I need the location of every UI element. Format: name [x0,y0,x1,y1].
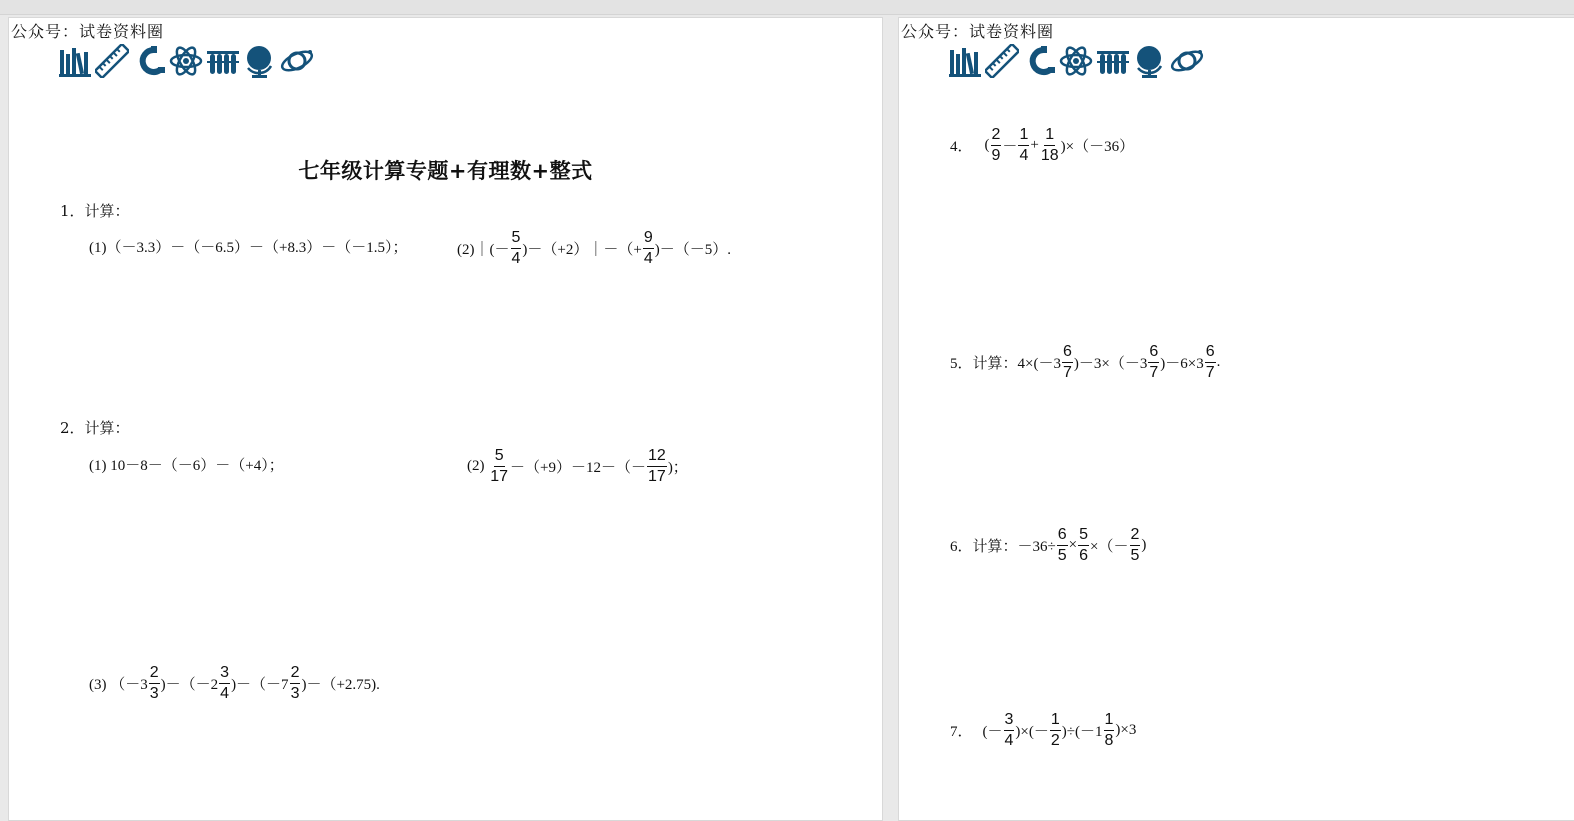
page-header: 公众号：试卷资料圈 [11,22,165,41]
fraction: $\frac{9}{4}$ [643,229,653,267]
fraction: $\frac{6}{5}$ [1057,526,1067,564]
question-2-part-1: (1) 10－8－（－6）－（+4）； [89,458,284,474]
window-top-bar [0,0,1574,15]
test-tubes-icon [1096,44,1130,78]
fraction: $\frac{2}{5}$ [1130,526,1140,564]
globe-icon [1133,44,1167,78]
atom-icon [169,44,203,78]
question-2-part-3: (3) （－3 $\frac{2}{3}$ )－（－2 $\frac{3}{4}$ )－（－7 $\frac{2}{3}$ )－（+2.75). [89,664,380,702]
fraction: $\frac{5}{4}$ [511,229,521,267]
fraction: $\frac{6}{7}$ [1062,343,1072,381]
fraction: $\frac{2}{3}$ [290,664,300,702]
question-2-part-2: (2) $\frac{5}{17}$ －（+9）－12－（－ $\frac{12}{17}$ )； [467,447,688,485]
fraction: $\frac{1}{18}$ [1040,126,1059,164]
fraction: $\frac{6}{7}$ [1149,343,1159,381]
ruler-icon [95,44,129,78]
fraction: $\frac{2}{9}$ [991,126,1001,164]
ruler-icon [985,44,1019,78]
question-1-part-1: (1)（－3.3）－（－6.5）－（+8.3）－（－1.5）； [89,240,408,256]
question-7: 7． (－ $\frac{3}{4}$ )×(－ $\frac{1}{2}$ )÷(－1 $\frac{1}{8}$ )×3 [950,711,1137,749]
fraction: $\frac{1}{2}$ [1050,711,1060,749]
document-title: 七年级计算专题+有理数+整式 [298,159,593,183]
question-1-part-2: (2)｜(－ $\frac{5}{4}$ )－（+2）｜－（+ $\frac{9}{4}$ )－（－5）. [457,229,731,267]
fraction: $\frac{6}{7}$ [1205,343,1215,381]
question-4: 4． ( $\frac{2}{9}$ － $\frac{1}{4}$ + $\frac{1}{18}$ )×（－36） [950,126,1135,164]
fraction: $\frac{12}{17}$ [648,447,666,485]
planet-icon [280,44,314,78]
question-6: 6．计算： －36÷ $\frac{6}{5}$ × $\frac{5}{6}$ ×（－ $\frac{2}{5}$ ) [950,526,1147,564]
fraction: $\frac{2}{3}$ [149,664,159,702]
document-page-1 [8,17,883,821]
books-icon [948,44,982,78]
page-header: 公众号：试卷资料圈 [901,22,1055,41]
books-icon [58,44,92,78]
subject-icon-row [948,44,1204,78]
fraction: $\frac{5}{17}$ [490,447,509,485]
question-2-label: 2．计算： [60,419,130,437]
fraction: $\frac{3}{4}$ [1004,711,1014,749]
magnet-icon [132,44,166,78]
fraction: $\frac{5}{6}$ [1079,526,1089,564]
subject-icon-row [58,44,314,78]
globe-icon [243,44,277,78]
atom-icon [1059,44,1093,78]
fraction: $\frac{1}{4}$ [1019,126,1029,164]
document-page-2 [898,17,1574,821]
planet-icon [1170,44,1204,78]
question-1-label: 1．计算： [60,202,130,220]
fraction: $\frac{3}{4}$ [220,664,230,702]
test-tubes-icon [206,44,240,78]
fraction: $\frac{1}{8}$ [1104,711,1114,749]
question-5: 5．计算： 4×(－3 $\frac{6}{7}$ )－3×（－3 $\frac{6}{7}$ )－6×3 $\frac{6}{7}$ . [950,343,1221,381]
magnet-icon [1022,44,1056,78]
